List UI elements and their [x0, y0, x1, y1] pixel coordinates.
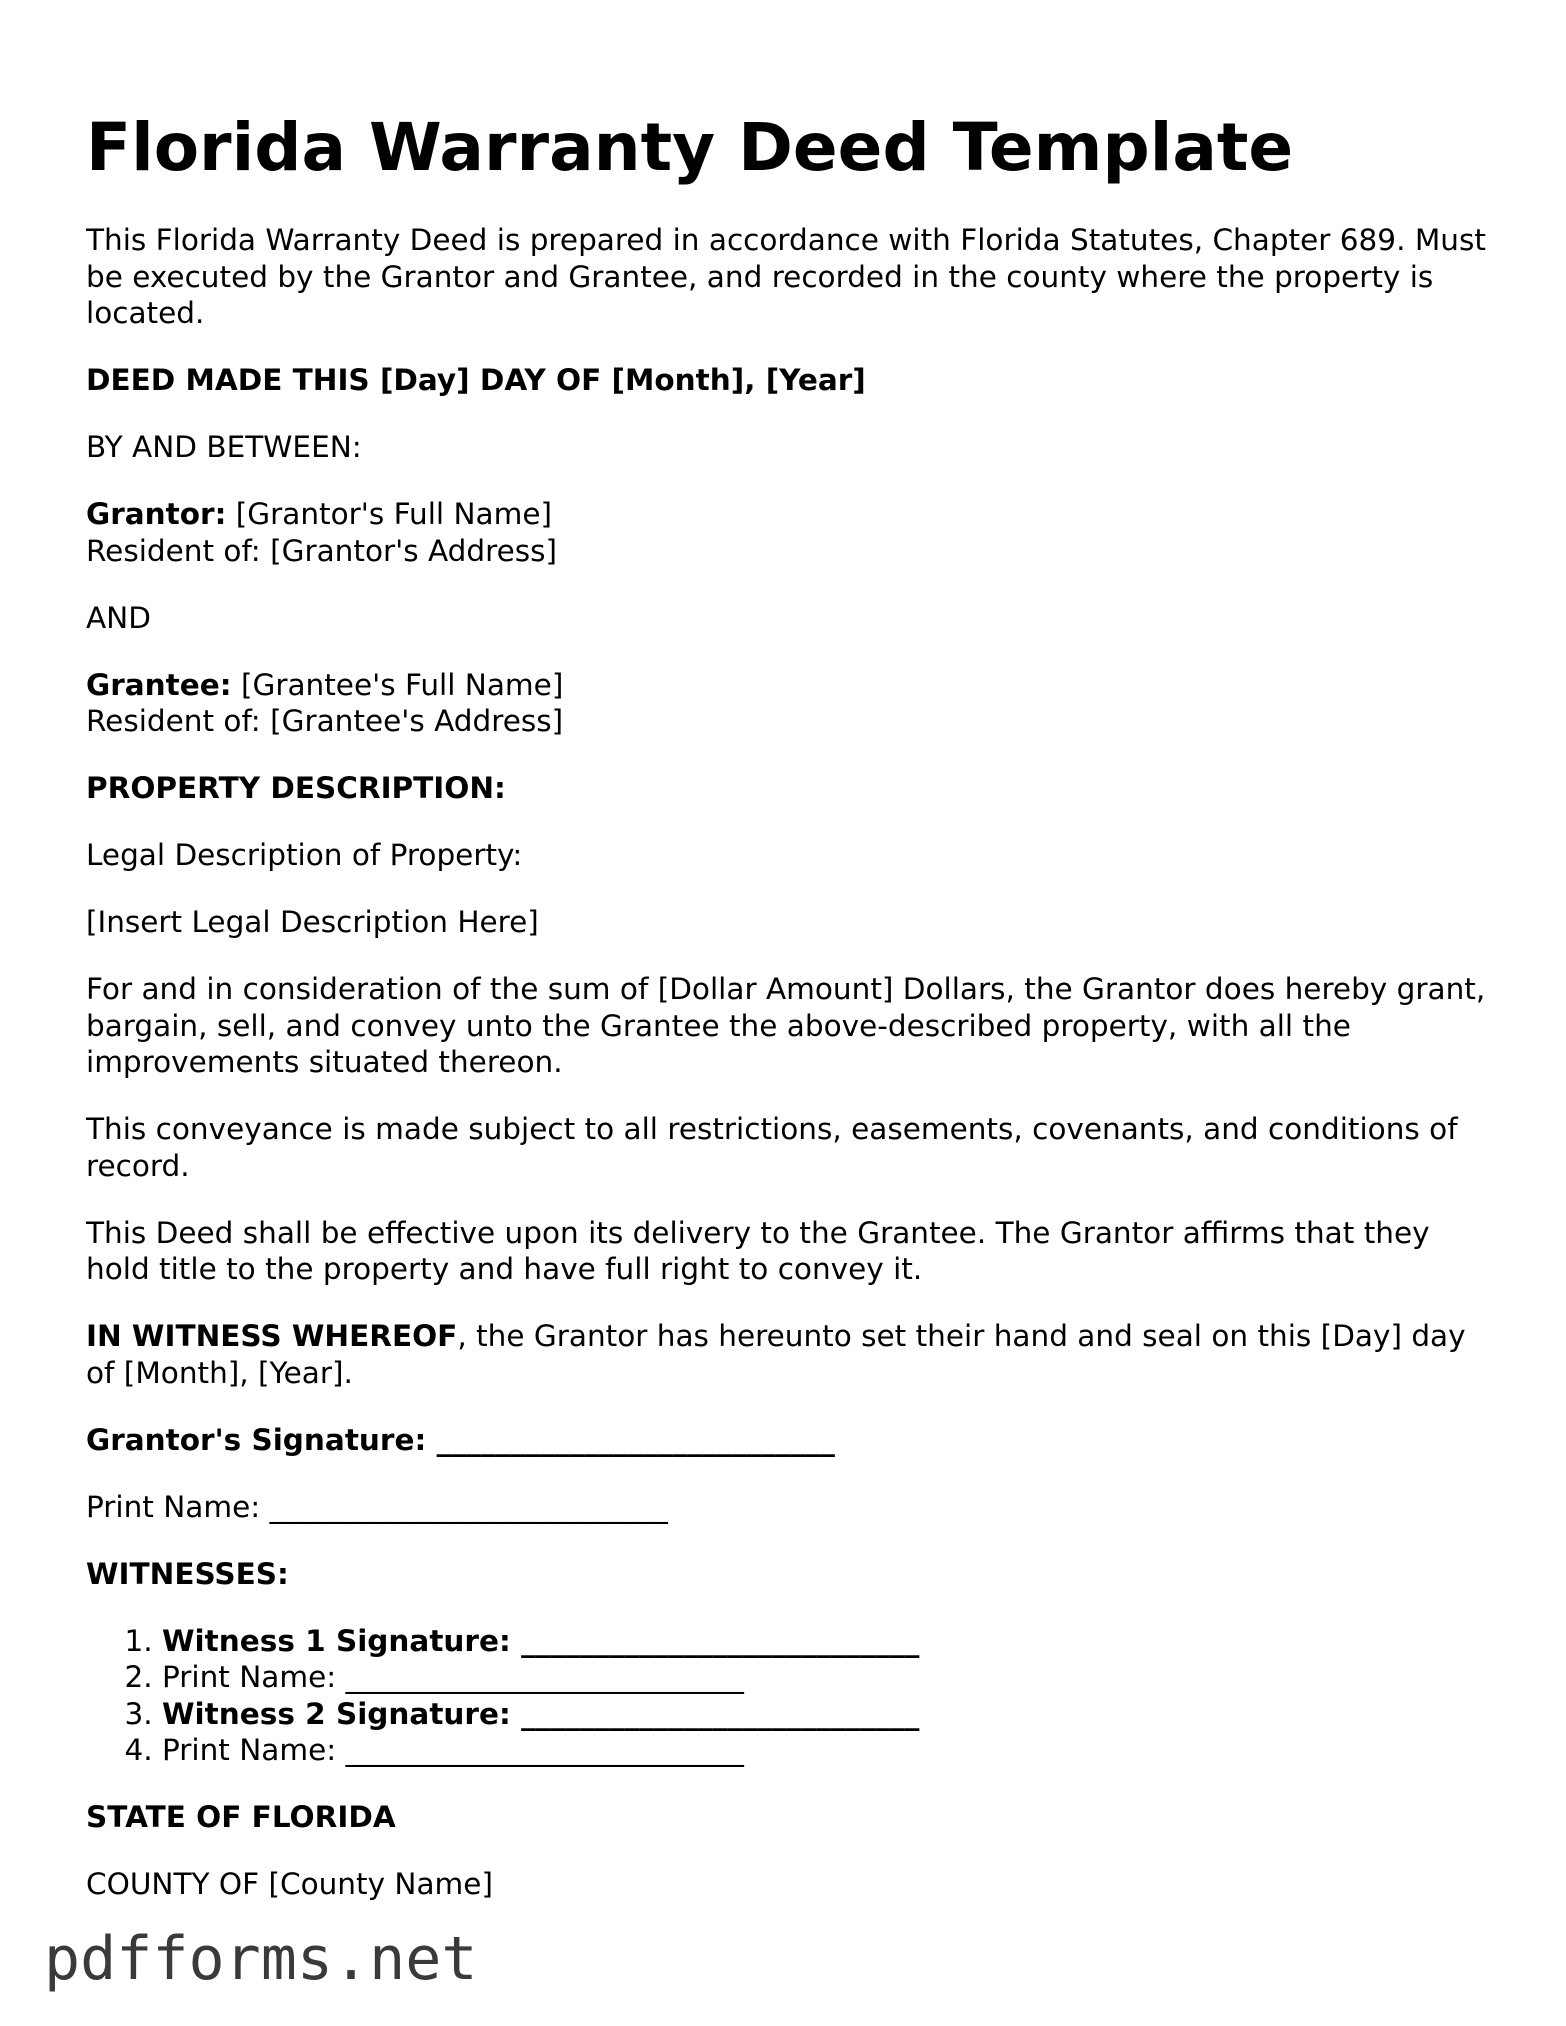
grantor-label: Grantor:: [86, 497, 227, 531]
grantor-signature-blank: ___________________________: [426, 1422, 835, 1457]
grantor-signature-line: [86, 1422, 1496, 1459]
witness-whereof-label: IN WITNESS WHEREOF: [86, 1319, 458, 1353]
subject-to-paragraph: This conveyance is made subject to all restrictions, easements, covenants, and conditions of record.: [86, 1112, 1458, 1183]
witness-1-signature-blank: ___________________________: [510, 1623, 920, 1658]
witness-whereof-text: , the Grantor has hereunto set their hand and seal on this [Day] day of [Month], [Year].: [86, 1319, 1466, 1390]
consideration-paragraph: For and in consideration of the sum of [Dollar Amount] Dollars, the Grantor does hereby grant, bargain, sell, and convey unto the Grantee the above-described property, with all the improvements situated thereon.: [86, 972, 1486, 1079]
legal-description-placeholder: [Insert Legal Description Here]: [86, 905, 539, 939]
grantor-block: [86, 496, 1496, 569]
grantor-name-line: [86, 496, 1496, 533]
legal-description-label: Legal Description of Property:: [86, 838, 523, 872]
witness-list-item: [162, 1696, 1496, 1733]
grantor-resident: Resident of: [Grantor's Address]: [86, 533, 557, 568]
witness-list-item: [162, 1623, 1496, 1660]
witnesses-heading: WITNESSES:: [86, 1556, 289, 1591]
witness-1-print-name-label: Print Name:: [162, 1660, 337, 1694]
witness-1-print-name-blank: ___________________________: [336, 1660, 744, 1694]
witness-list-item: [162, 1732, 1496, 1769]
grantor-signature-label: Grantor's Signature:: [86, 1422, 427, 1457]
grantee-label: Grantee:: [86, 667, 232, 702]
print-name-label: Print Name:: [86, 1489, 261, 1524]
witness-list: [86, 1623, 1496, 1769]
document-body: [86, 222, 1496, 1933]
witness-whereof-paragraph: [86, 1318, 1496, 1391]
county-line: COUNTY OF [County Name]: [86, 1867, 493, 1901]
intro-paragraph: This Florida Warranty Deed is prepared in accordance with Florida Statutes, Chapter 689. Must be executed by the Grantor and Grantee, and recorded in the county where the property is located.: [86, 223, 1486, 330]
grantee-block: [86, 667, 1496, 740]
property-description-heading: PROPERTY DESCRIPTION:: [86, 771, 506, 805]
by-and-between-line: BY AND BETWEEN:: [86, 430, 362, 464]
deed-made-line: DEED MADE THIS [Day] DAY OF [Month], [Year]: [86, 363, 866, 397]
print-name-line: [86, 1489, 1496, 1526]
witness-2-print-name-blank: ___________________________: [336, 1733, 744, 1767]
grantee-resident: Resident of: [Grantee's Address]: [86, 704, 564, 738]
document-title: Florida Warranty Deed Template: [86, 109, 1294, 186]
watermark-logo: pdfforms.net: [44, 1924, 478, 1994]
and-line: AND: [86, 600, 151, 635]
grantor-name: [Grantor's Full Name]: [226, 497, 552, 531]
witness-2-signature-blank: ___________________________: [510, 1696, 920, 1731]
effective-paragraph: This Deed shall be effective upon its delivery to the Grantee. The Grantor affirms that they hold title to the property and have full right to convey it.: [86, 1215, 1430, 1286]
witness-2-signature-label: Witness 2 Signature:: [162, 1696, 511, 1731]
grantee-name: [Grantee's Full Name]: [231, 667, 564, 702]
print-name-blank: ___________________________: [260, 1489, 668, 1524]
witness-list-item: [162, 1659, 1496, 1696]
witness-2-print-name-label: Print Name:: [162, 1733, 337, 1767]
state-heading: STATE OF FLORIDA: [86, 1800, 396, 1834]
grantee-name-line: [86, 667, 1496, 704]
witness-1-signature-label: Witness 1 Signature:: [162, 1623, 511, 1658]
